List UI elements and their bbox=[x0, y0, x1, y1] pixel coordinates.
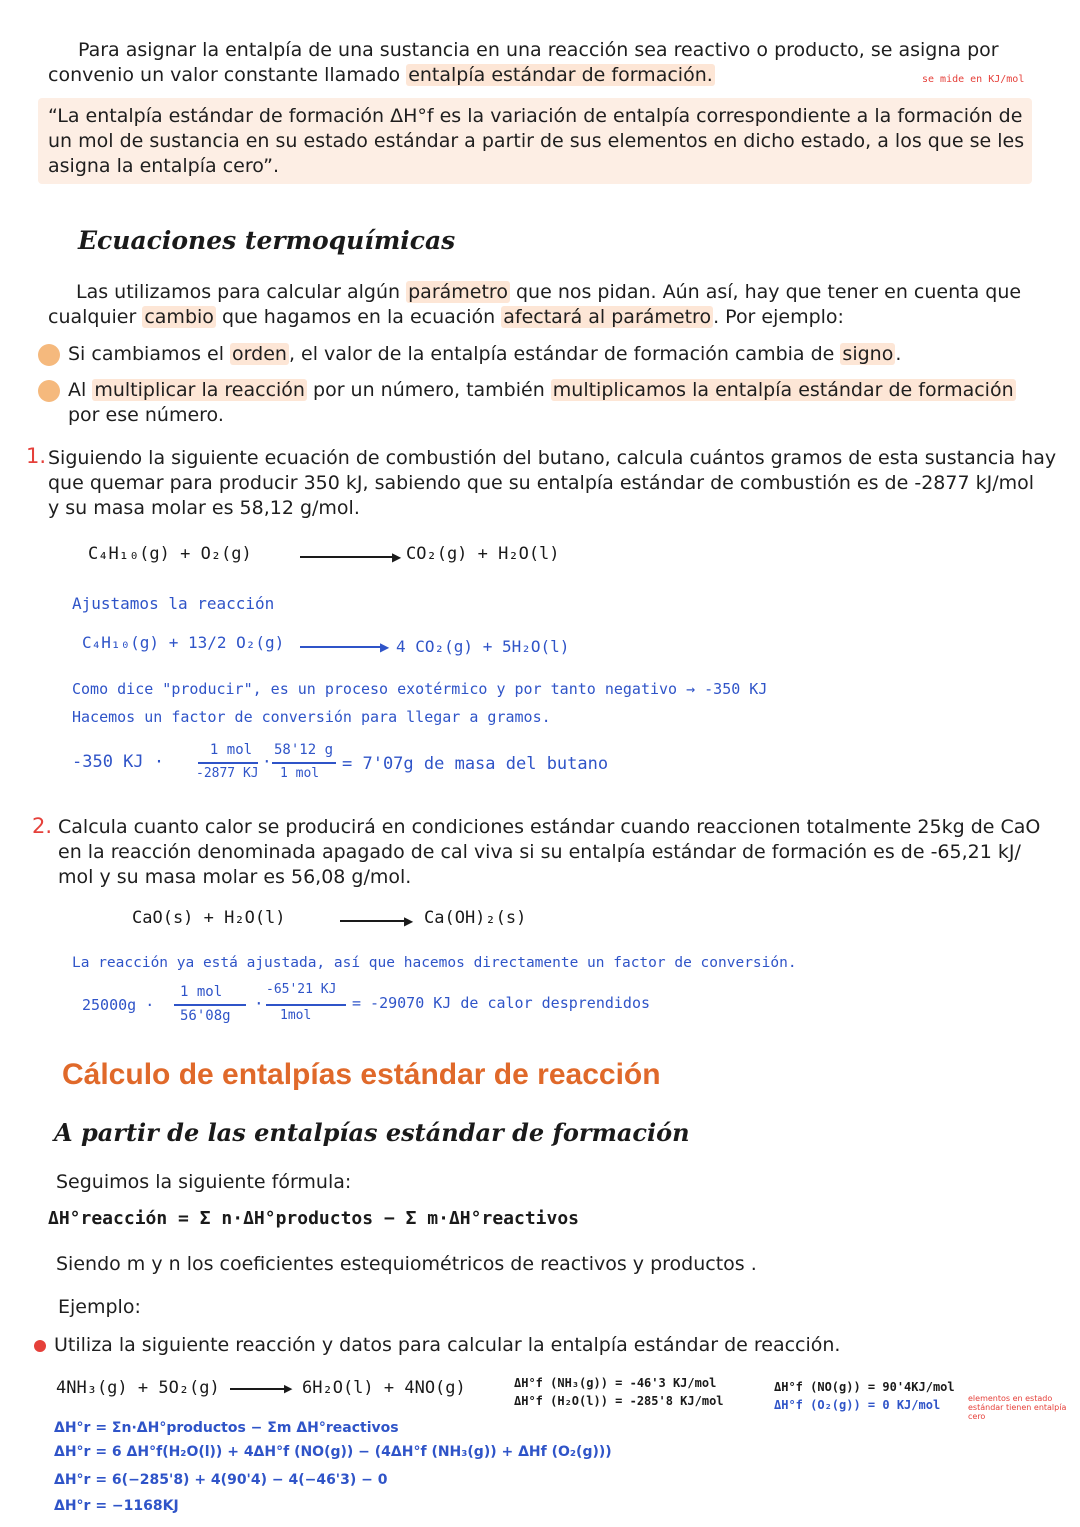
exercise-number: 2. bbox=[32, 814, 53, 838]
fraction-bar bbox=[266, 1004, 346, 1006]
balanced-products: 4 CO₂(g) + 5H₂O(l) bbox=[396, 637, 570, 656]
reaction-arrow bbox=[300, 556, 396, 558]
calc-result: = -29070 KJ de calor desprendidos bbox=[352, 994, 651, 1012]
definition-line-2: un mol de sustancia en su estado estándar a partir de sus elementos en dicho estado, a los que se les bbox=[48, 130, 1025, 152]
ex2-note: La reacción ya está ajustada, así que hacemos directamente un factor de conversión. bbox=[72, 955, 797, 971]
bullet-text: por un número, también bbox=[306, 379, 551, 401]
equation-reactants: CaO(s) + H₂O(l) bbox=[132, 908, 286, 928]
definition-line-1: “La entalpía estándar de formación ΔH°f es la variación de entalpía correspondiente a la formación de bbox=[48, 105, 1023, 127]
example-label: Ejemplo: bbox=[58, 1296, 141, 1318]
coefficients-note: Siendo m y n los coeficientes estequiométricos de reactivos y productos . bbox=[56, 1253, 757, 1275]
highlight-multiplicar: multiplicar la reacción bbox=[94, 379, 305, 401]
equation-products: 6H₂O(l) + 4NO(g) bbox=[302, 1378, 466, 1398]
ex1-adjust-note: Ajustamos la reacción bbox=[72, 594, 275, 613]
highlight-signo: signo bbox=[842, 343, 894, 365]
fraction-numerator: 1 mol bbox=[209, 742, 253, 758]
data-nh3: ΔH°f (NH₃(g)) = -46'3 KJ/mol bbox=[514, 1376, 717, 1390]
solution-step-1: ΔH°r = Σn·ΔH°productos − Σm ΔH°reactivos bbox=[54, 1420, 399, 1436]
thermo-text: que nos pidan. Aún así, hay que tener en cuenta que bbox=[509, 281, 1022, 303]
thermo-line-2 bbox=[48, 305, 844, 330]
intro-text: convenio un valor constante llamado bbox=[48, 64, 407, 86]
bullet-multiply-cont: por ese número. bbox=[68, 404, 224, 426]
fraction-denominator: 1 mol bbox=[280, 766, 320, 781]
section-title-thermo: Ecuaciones termoquímicas bbox=[78, 226, 456, 255]
reaction-arrow bbox=[300, 646, 384, 648]
section-title-calc: Cálculo de entalpías estándar de reacción bbox=[62, 1058, 661, 1091]
fraction-numerator: 1 mol bbox=[180, 984, 223, 1000]
equation-reactants: C₄H₁₀(g) + O₂(g) bbox=[88, 544, 252, 564]
example-instruction: Utiliza la siguiente reacción y datos para calcular la entalpía estándar de reacción. bbox=[54, 1334, 841, 1356]
fraction-bar bbox=[174, 1004, 246, 1006]
definition-line-3: asigna la entalpía cero”. bbox=[48, 155, 280, 177]
margin-note: se mide en KJ/mol bbox=[922, 74, 1025, 85]
solution-step-3: ΔH°r = 6(−285'8) + 4(90'4) − 4(−46'3) − 0 bbox=[54, 1472, 388, 1488]
arrow-head-icon: ▶ bbox=[284, 1382, 293, 1395]
calc-result: = 7'07g de masa del butano bbox=[342, 754, 609, 774]
exercise-number: 1. bbox=[26, 444, 47, 468]
equation-reactants: 4NH₃(g) + 5O₂(g) bbox=[56, 1378, 220, 1398]
data-o2: ΔH°f (O₂(g)) = 0 KJ/mol bbox=[774, 1398, 941, 1412]
bullet-text: Si cambiamos el bbox=[68, 343, 231, 365]
fraction-numerator: -65'21 KJ bbox=[266, 982, 337, 997]
highlight-multiplicamos: multiplicamos la entalpía estándar de formación bbox=[552, 379, 1014, 401]
calc-start: -350 KJ · bbox=[72, 752, 165, 772]
thermo-text: que hagamos en la ecuación bbox=[215, 306, 502, 328]
balanced-reactants: C₄H₁₀(g) + 13/2 O₂(g) bbox=[82, 633, 285, 652]
ex1-note-conversion: Hacemos un factor de conversión para llegar a gramos. bbox=[72, 708, 551, 726]
thermo-line-1 bbox=[76, 280, 1021, 305]
ex1-line-3: y su masa molar es 58,12 g/mol. bbox=[48, 497, 360, 519]
ex1-line-1: Siguiendo la siguiente ecuación de combustión del butano, calcula cuántos gramos de esta sustancia hay bbox=[48, 447, 1057, 469]
dot-operator: · bbox=[254, 994, 264, 1013]
thermo-text: Las utilizamos para calcular algún bbox=[76, 281, 407, 303]
fraction-numerator: 58'12 g bbox=[274, 742, 334, 758]
bullet-text: . bbox=[895, 343, 902, 365]
arrow-head-icon: ▶ bbox=[404, 914, 414, 928]
subsection-title: A partir de las entalpías estándar de formación bbox=[54, 1118, 690, 1147]
fraction-denominator: 1mol bbox=[280, 1008, 312, 1023]
intro-line-1: Para asignar la entalpía de una sustancia en una reacción sea reactivo o producto, se asigna por bbox=[78, 39, 999, 61]
enthalpy-formula: ΔH°reacción = Σ n·ΔH°productos − Σ m·ΔH°reactivos bbox=[48, 1208, 580, 1229]
thermo-text: cualquier bbox=[48, 306, 143, 328]
dot-operator: · bbox=[262, 752, 272, 771]
bullet-multiply bbox=[68, 378, 1016, 403]
reaction-arrow bbox=[340, 920, 408, 922]
arrow-head-icon: ▶ bbox=[380, 640, 390, 654]
thermo-text: . Por ejemplo: bbox=[713, 306, 844, 328]
bullet-text: Al bbox=[68, 379, 93, 401]
highlight-standard-enthalpy: entalpía estándar de formación. bbox=[408, 64, 713, 86]
ex2-line-3: mol y su masa molar es 56,08 g/mol. bbox=[58, 866, 412, 888]
bullet-dot bbox=[38, 380, 60, 402]
bullet-dot bbox=[34, 1340, 46, 1352]
solution-result: ΔH°r = −1168KJ bbox=[54, 1498, 179, 1514]
bullet-text: , el valor de la entalpía estándar de formación cambia de bbox=[288, 343, 841, 365]
fraction-bar bbox=[198, 762, 258, 764]
highlight-parametro: parámetro bbox=[408, 281, 508, 303]
ex2-line-1: Calcula cuanto calor se producirá en condiciones estándar cuando reaccionen totalmente 25kg de CaO bbox=[58, 816, 1041, 838]
intro-line-2 bbox=[48, 63, 715, 88]
bullet-dot bbox=[38, 344, 60, 366]
calc-start: 25000g · bbox=[82, 996, 155, 1014]
highlight-afectara: afectará al parámetro bbox=[503, 306, 712, 328]
ex1-note-exothermic: Como dice "producir", es un proceso exotérmico y por tanto negativo → -350 KJ bbox=[72, 680, 768, 698]
highlight-cambio: cambio bbox=[144, 306, 214, 328]
ex1-line-2: que quemar para producir 350 kJ, sabiendo que su entalpía estándar de combustión es de -2877 kJ/mol bbox=[48, 472, 1035, 494]
fraction-denominator: -2877 KJ bbox=[196, 766, 259, 781]
ex2-line-2: en la reacción denominada apagado de cal viva si su entalpía estándar de formación es de -65,21 kJ/ bbox=[58, 841, 1021, 863]
bullet-order bbox=[68, 342, 901, 367]
fraction-bar bbox=[272, 762, 336, 764]
data-no: ΔH°f (NO(g)) = 90'4KJ/mol bbox=[774, 1380, 955, 1394]
data-h2o: ΔH°f (H₂O(l)) = -285'8 KJ/mol bbox=[514, 1394, 724, 1408]
highlight-orden: orden bbox=[232, 343, 287, 365]
solution-step-2: ΔH°r = 6 ΔH°f(H₂O(l)) + 4ΔH°f (NO(g)) − (4ΔH°f (NH₃(g)) + ΔHf (O₂(g))) bbox=[54, 1444, 612, 1460]
formula-intro: Seguimos la siguiente fórmula: bbox=[56, 1171, 352, 1193]
equation-products: CO₂(g) + H₂O(l) bbox=[406, 544, 560, 564]
side-note: elementos en estado estándar tienen entalpía cero bbox=[968, 1394, 1067, 1421]
equation-products: Ca(OH)₂(s) bbox=[424, 908, 527, 928]
reaction-arrow bbox=[230, 1388, 288, 1390]
arrow-head-icon: ▶ bbox=[392, 550, 402, 564]
fraction-denominator: 56'08g bbox=[180, 1008, 231, 1024]
